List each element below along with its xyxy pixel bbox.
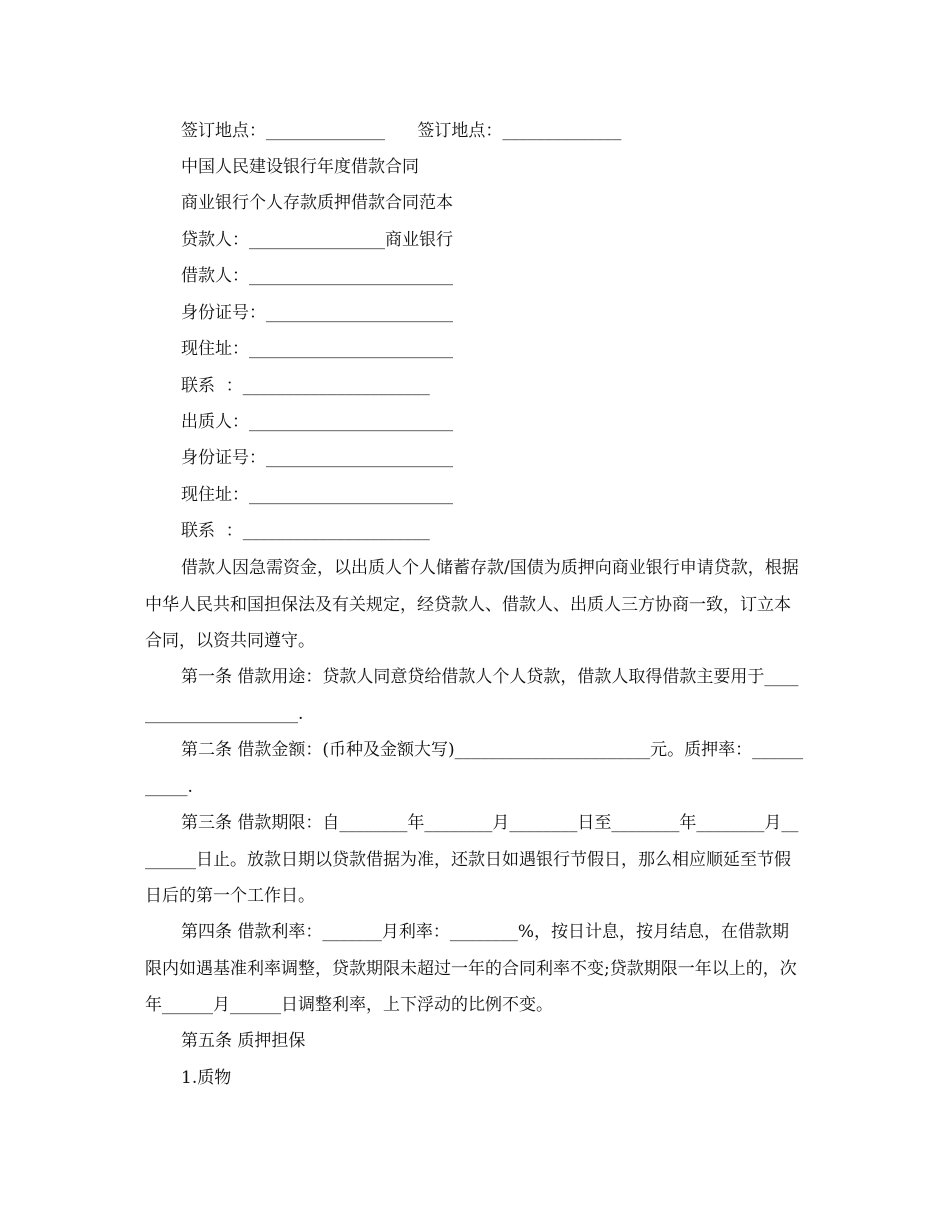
borrower-contact-line: 联系 ：______________________	[181, 376, 430, 396]
pledgor-address-line: 现住址：________________________	[181, 485, 453, 505]
pledgor-contact-line: 联系 ：______________________	[181, 521, 430, 541]
pledgor-line: 出质人：________________________	[181, 412, 453, 432]
contract-title-1: 中国人民建设银行年度借款合同	[181, 157, 419, 177]
pledgor-id-line: 身份证号：______________________	[181, 448, 453, 468]
article-1-paragraph: 第一条 借款用途：贷款人同意贷给借款人个人贷款，借款人取得借款主要用于______________________.	[145, 667, 799, 724]
intro-paragraph: 借款人因急需资金，以出质人个人储蓄存款/国债为质押向商业银行申请贷款，根据中华人民共和国担保法及有关规定，经贷款人、借款人、出质人三方协商一致，订立本合同，以资共同遵守。	[145, 558, 799, 651]
signing-place-row: 签订地点：______________ 签订地点：______________	[181, 121, 622, 141]
article-4-paragraph: 第四条 借款利率：_______月利率：________%，按日计息，按月结息，在借款期限内如遇基准利率调整，贷款期限未超过一年的合同利率不变;贷款期限一年以上的，次年______月______日调整利率，上下浮动的比例不变。	[145, 922, 797, 1015]
borrower-line: 借款人：________________________	[181, 266, 453, 286]
lender-line: 贷款人：________________商业银行	[181, 230, 453, 250]
article-5-heading: 第五条 质押担保	[181, 1031, 306, 1051]
article-3-paragraph: 第三条 借款期限：自________年________月________日至________年________月________日止。放款日期以贷款借据为准，还款日如遇银行节假日，那么相应顺延至节假日后的第一个工作日。	[145, 813, 799, 906]
article-2-paragraph: 第二条 借款金额：(币种及金额大写)_______________________元。质押率：___________.	[145, 740, 804, 797]
pledge-item-1-heading: 1.质物	[181, 1068, 232, 1088]
borrower-address-line: 现住址：________________________	[181, 339, 453, 359]
contract-title-2: 商业银行个人存款质押借款合同范本	[181, 193, 453, 213]
borrower-id-line: 身份证号：______________________	[181, 303, 453, 323]
